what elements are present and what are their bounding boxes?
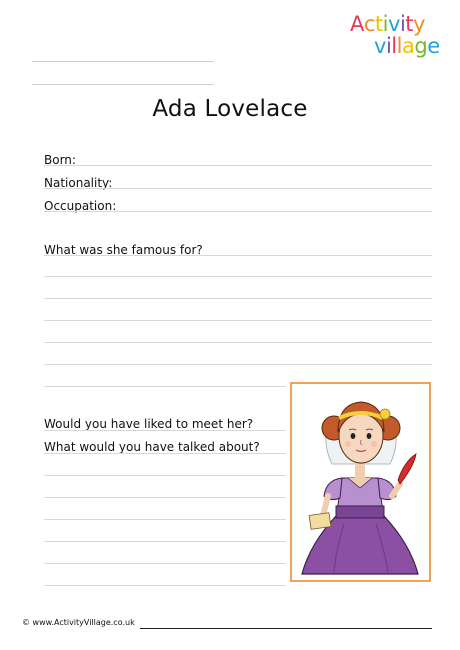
answer-line[interactable] xyxy=(44,430,286,431)
activity-village-logo[interactable] xyxy=(350,14,450,64)
nationality-answer-line[interactable] xyxy=(44,188,432,189)
logo-village-letter: v xyxy=(374,34,386,58)
logo-activity-letter: t xyxy=(374,12,383,36)
logo-activity-letter: t xyxy=(405,12,414,36)
occupation-answer-line[interactable] xyxy=(44,211,432,212)
logo-activity-letter: v xyxy=(388,12,400,36)
nationality-label: Nationality: xyxy=(44,176,113,190)
answer-line[interactable] xyxy=(44,298,432,299)
answer-line[interactable] xyxy=(44,497,286,498)
answer-line[interactable] xyxy=(44,364,432,365)
answer-line[interactable] xyxy=(44,585,286,586)
logo-activity-letter: i xyxy=(382,12,388,36)
footer-divider xyxy=(140,628,432,629)
answer-line[interactable] xyxy=(44,563,286,564)
portrait-frame xyxy=(290,382,431,582)
meet-question: Would you have liked to meet her? xyxy=(44,417,254,431)
logo-activity-letter: A xyxy=(350,12,364,36)
ada-lovelace-illustration xyxy=(292,384,429,580)
answer-line[interactable] xyxy=(44,453,286,454)
answer-line[interactable] xyxy=(44,320,432,321)
logo-activity-letter: i xyxy=(399,12,406,36)
answer-line[interactable] xyxy=(44,519,286,520)
answer-line[interactable] xyxy=(44,276,432,277)
answer-line[interactable] xyxy=(44,342,432,343)
logo-word-activity xyxy=(350,14,425,35)
famous-question: What was she famous for? xyxy=(44,243,203,257)
logo-village-letter: g xyxy=(414,34,428,58)
page-title: Ada Lovelace xyxy=(152,96,308,122)
name-line[interactable] xyxy=(32,61,214,62)
logo-village-letter: a xyxy=(401,34,415,58)
logo-village-letter: l xyxy=(391,34,397,58)
talk-question: What would you have talked about? xyxy=(44,440,260,454)
answer-line[interactable] xyxy=(44,541,286,542)
occupation-label: Occupation: xyxy=(44,199,117,213)
born-label: Born: xyxy=(44,153,76,167)
logo-village-letter: l xyxy=(396,34,402,58)
answer-line[interactable] xyxy=(44,255,432,256)
logo-village-letter: e xyxy=(427,34,440,58)
footer-url[interactable]: © www.ActivityVillage.co.uk xyxy=(22,618,135,627)
answer-line[interactable] xyxy=(44,386,286,387)
logo-activity-letter: c xyxy=(363,12,375,36)
logo-village-letter: i xyxy=(385,34,392,58)
logo-activity-letter: y xyxy=(413,12,425,36)
logo-word-village xyxy=(374,36,440,57)
date-line[interactable] xyxy=(32,84,214,85)
born-answer-line[interactable] xyxy=(44,165,432,166)
answer-line[interactable] xyxy=(44,475,286,476)
